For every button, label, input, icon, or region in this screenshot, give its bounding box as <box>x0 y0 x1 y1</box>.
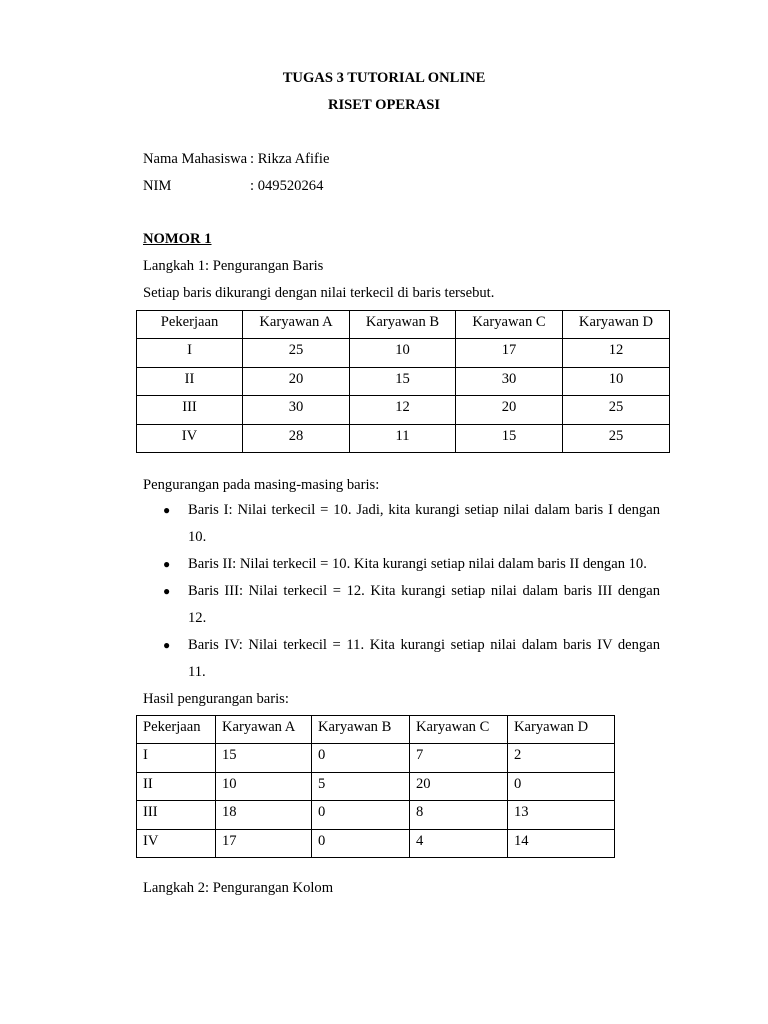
table-cell: 7 <box>410 744 508 772</box>
table-cell: 0 <box>312 801 410 829</box>
bullet-dot-icon: ● <box>163 584 171 598</box>
table-cell: 10 <box>216 772 312 800</box>
table-cell: 17 <box>216 829 312 857</box>
bullet-dot-icon: ● <box>163 638 171 652</box>
table-header-cell: Karyawan B <box>312 716 410 744</box>
table-row <box>137 801 615 829</box>
table-cell: III <box>137 396 243 424</box>
bullet-dot-icon: ● <box>163 557 171 571</box>
table-cell: 30 <box>243 396 350 424</box>
table-header-cell: Karyawan A <box>243 311 350 339</box>
bullet-item-1-line1: Baris I: Nilai terkecil = 10. Jadi, kita kurangi setiap nilai dalam baris I dengan <box>188 502 660 518</box>
step1-description: Setiap baris dikurangi dengan nilai terkecil di baris tersebut. <box>143 285 495 301</box>
reduced-table <box>136 715 615 858</box>
table-cell: 25 <box>563 396 670 424</box>
table-cell: 11 <box>350 424 456 452</box>
table-row <box>137 772 615 800</box>
table-cell: II <box>137 772 216 800</box>
bullet-item-3-line1: Baris III: Nilai terkecil = 12. Kita kurangi setiap nilai dalam baris III dengan <box>188 583 660 599</box>
student-nim-label: NIM <box>143 178 172 194</box>
table-header-cell: Karyawan C <box>410 716 508 744</box>
table-cell: 25 <box>243 339 350 367</box>
step1-title: Langkah 1: Pengurangan Baris <box>143 258 324 274</box>
table-header-cell: Karyawan D <box>563 311 670 339</box>
section-heading: NOMOR 1 <box>143 231 212 247</box>
table-cell: 8 <box>410 801 508 829</box>
table-cell: 15 <box>456 424 563 452</box>
table-cell: 10 <box>350 339 456 367</box>
student-name-label: Nama Mahasiswa <box>143 151 248 167</box>
table-cell: 28 <box>243 424 350 452</box>
table-cell: 0 <box>508 772 615 800</box>
table-cell: 0 <box>312 744 410 772</box>
table-header-row <box>137 716 615 744</box>
table-header-cell: Karyawan C <box>456 311 563 339</box>
cost-table <box>136 310 670 453</box>
table-header-cell: Karyawan B <box>350 311 456 339</box>
student-nim-value: : 049520264 <box>250 178 324 194</box>
table-row <box>137 396 670 424</box>
table-header-cell: Pekerjaan <box>137 311 243 339</box>
table-cell: 5 <box>312 772 410 800</box>
table-cell: 12 <box>563 339 670 367</box>
table-cell: 4 <box>410 829 508 857</box>
table-row <box>137 744 615 772</box>
table-cell: 30 <box>456 367 563 395</box>
result-label: Hasil pengurangan baris: <box>143 691 289 707</box>
table-cell: 20 <box>456 396 563 424</box>
bullet-item-4-line1: Baris IV: Nilai terkecil = 11. Kita kurangi setiap nilai dalam baris IV dengan <box>188 637 660 653</box>
table-cell: 10 <box>563 367 670 395</box>
table-cell: 15 <box>216 744 312 772</box>
table-cell: IV <box>137 829 216 857</box>
table-header-row <box>137 311 670 339</box>
table-cell: 12 <box>350 396 456 424</box>
student-name-value: : Rikza Afifie <box>250 151 330 167</box>
reduction-intro: Pengurangan pada masing-masing baris: <box>143 477 380 493</box>
bullet-item-2-line1: Baris II: Nilai terkecil = 10. Kita kurangi setiap nilai dalam baris II dengan 10. <box>188 556 647 572</box>
table-row <box>137 367 670 395</box>
bullet-item-3-line2: 12. <box>188 610 207 626</box>
table-cell: 14 <box>508 829 615 857</box>
table-header-cell: Pekerjaan <box>137 716 216 744</box>
table-header-cell: Karyawan A <box>216 716 312 744</box>
table-cell: I <box>137 744 216 772</box>
table-cell: 2 <box>508 744 615 772</box>
table-cell: 17 <box>456 339 563 367</box>
table-cell: 13 <box>508 801 615 829</box>
bullet-item-4-line2: 11. <box>188 664 206 680</box>
table-row <box>137 339 670 367</box>
table-cell: 25 <box>563 424 670 452</box>
table-cell: II <box>137 367 243 395</box>
table-cell: I <box>137 339 243 367</box>
table-cell: 18 <box>216 801 312 829</box>
table-row <box>137 829 615 857</box>
bullet-item-1-line2: 10. <box>188 529 207 545</box>
table-header-cell: Karyawan D <box>508 716 615 744</box>
table-cell: 20 <box>243 367 350 395</box>
bullet-dot-icon: ● <box>163 503 171 517</box>
step2-title: Langkah 2: Pengurangan Kolom <box>143 880 334 896</box>
table-cell: 20 <box>410 772 508 800</box>
doc-subtitle: RISET OPERASI <box>327 97 441 113</box>
table-row <box>137 424 670 452</box>
table-cell: III <box>137 801 216 829</box>
table-cell: 15 <box>350 367 456 395</box>
table-cell: IV <box>137 424 243 452</box>
table-cell: 0 <box>312 829 410 857</box>
doc-title: TUGAS 3 TUTORIAL ONLINE <box>282 70 486 86</box>
